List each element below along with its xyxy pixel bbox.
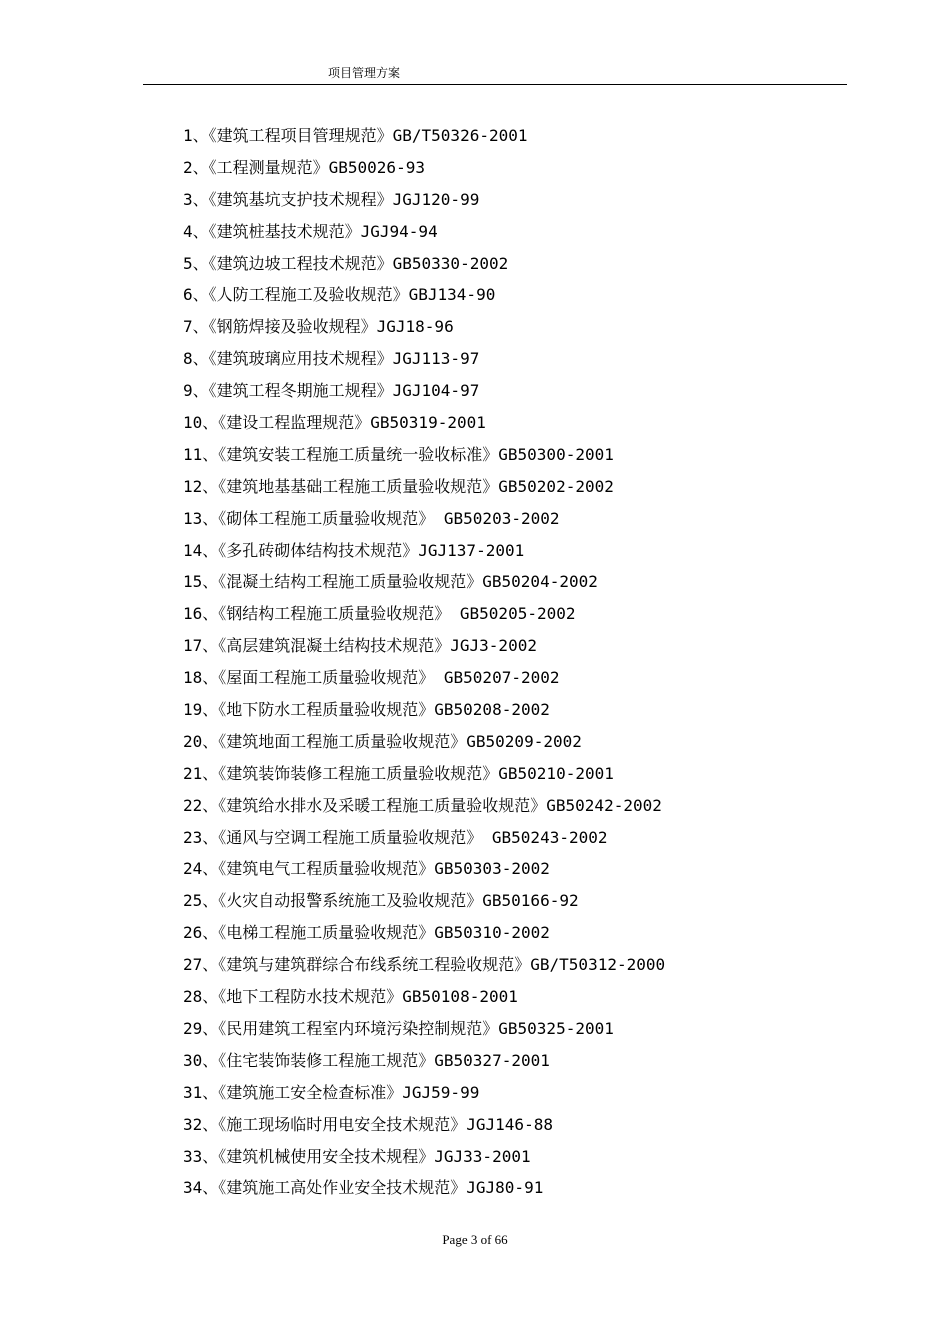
list-item: 1、《建筑工程项目管理规范》GB/T50326-2001 [183,126,528,145]
list-item: 31、《建筑施工安全检查标准》JGJ59-99 [183,1082,480,1102]
list-item: 19、《地下防水工程质量验收规范》GB50208-2002 [183,700,550,720]
list-item: 10、《建设工程监理规范》GB50319-2001 [183,413,486,433]
list-item: 29、《民用建筑工程室内环境污染控制规范》GB50325-2001 [183,1018,614,1038]
list-item: 33、《建筑机械使用安全技术规程》JGJ33-2001 [183,1146,531,1166]
list-item: 8、《建筑玻璃应用技术规程》JGJ113-97 [183,349,480,369]
list-item: 12、《建筑地基基础工程施工质量验收规范》GB50202-2002 [183,476,614,496]
page-header [143,64,847,85]
list-item: 2、《工程测量规范》GB50026-93 [183,157,425,177]
list-item: 9、《建筑工程冬期施工规程》JGJ104-97 [183,381,480,401]
list-item: 17、《高层建筑混凝土结构技术规范》JGJ3-2002 [183,636,537,656]
list-item: 11、《建筑安装工程施工质量统一验收标准》GB50300-2001 [183,444,614,464]
list-item: 23、《通风与空调工程施工质量验收规范》 GB50243-2002 [183,827,608,847]
standards-list [183,120,843,1204]
list-item: 27、《建筑与建筑群综合布线系统工程验收规范》GB/T50312-2000 [183,955,666,975]
list-item: 25、《火灾自动报警系统施工及验收规范》GB50166-92 [183,891,579,911]
list-item: 13、《砌体工程施工质量验收规范》 GB50203-2002 [183,508,560,528]
list-item: 7、《钢筋焊接及验收规程》JGJ18-96 [183,317,454,337]
list-item: 5、《建筑边坡工程技术规范》GB50330-2002 [183,253,509,273]
list-item: 3、《建筑基坑支护技术规程》JGJ120-99 [183,189,480,209]
list-item: 24、《建筑电气工程质量验收规范》GB50303-2002 [183,859,550,879]
list-item: 30、《住宅装饰装修工程施工规范》GB50327-2001 [183,1050,550,1070]
list-item: 4、《建筑桩基技术规范》JGJ94-94 [183,221,438,241]
list-item: 15、《混凝土结构工程施工质量验收规范》GB50204-2002 [183,572,598,592]
header-title: 项目管理方案 [328,66,401,80]
list-item: 26、《电梯工程施工质量验收规范》GB50310-2002 [183,923,550,943]
page-number: Page 3 of 66 [442,1232,508,1247]
list-item: 32、《施工现场临时用电安全技术规范》JGJ146-88 [183,1114,553,1134]
list-item: 20、《建筑地面工程施工质量验收规范》GB50209-2002 [183,731,582,751]
list-item: 21、《建筑装饰装修工程施工质量验收规范》GB50210-2001 [183,763,614,783]
list-item: 28、《地下工程防水技术规范》GB50108-2001 [183,987,518,1007]
list-item: 34、《建筑施工高处作业安全技术规范》JGJ80-91 [183,1178,544,1198]
list-item: 18、《屋面工程施工质量验收规范》 GB50207-2002 [183,668,560,688]
list-item: 16、《钢结构工程施工质量验收规范》 GB50205-2002 [183,604,576,624]
list-item: 22、《建筑给水排水及采暖工程施工质量验收规范》GB50242-2002 [183,795,662,815]
list-item: 6、《人防工程施工及验收规范》GBJ134-90 [183,285,496,305]
list-item: 14、《多孔砖砌体结构技术规范》JGJ137-2001 [183,540,525,560]
